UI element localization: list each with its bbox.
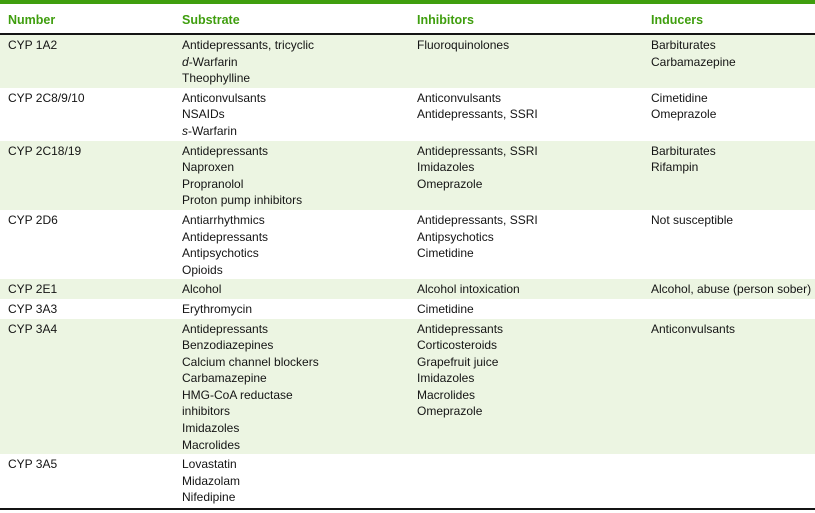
inhibitors-line: Imidazoles xyxy=(417,371,475,386)
inhibitors-line: Fluoroquinolones xyxy=(417,38,510,52)
number-line: CYP 3A4 xyxy=(8,321,58,336)
inhibitors-line: Macrolides xyxy=(417,387,476,402)
substrate-line: Calcium channel blockers xyxy=(182,354,319,369)
cell-number xyxy=(0,143,182,209)
substrate-line: Naproxen xyxy=(182,160,235,175)
inducers-line: Not susceptible xyxy=(651,212,734,227)
cell-inhibitors xyxy=(417,90,651,140)
cell-inducers xyxy=(651,321,815,454)
substrate-line: Theophylline xyxy=(182,71,251,86)
inhibitors-line: Alcohol intoxication xyxy=(417,282,520,297)
cell-inducers xyxy=(651,281,815,298)
cell-inducers xyxy=(651,143,815,209)
substrate-line: Macrolides xyxy=(182,437,241,452)
table-row xyxy=(0,88,815,141)
cell-inducers xyxy=(651,90,815,140)
inducers-line: Alcohol, abuse (person sober) xyxy=(651,282,812,297)
cell-inducers xyxy=(651,301,815,318)
substrate-line: Antipsychotics xyxy=(182,246,259,261)
table-row xyxy=(0,141,815,210)
substrate-line: NSAIDs xyxy=(182,107,225,122)
substrate-line: Erythromycin xyxy=(182,301,253,316)
inducers-line: Carbamazepine xyxy=(651,54,736,69)
inducers-line: Barbiturates xyxy=(651,38,716,52)
cell-number xyxy=(0,301,182,318)
cell-substrate xyxy=(182,90,417,140)
cell-number xyxy=(0,90,182,140)
number-line: CYP 3A5 xyxy=(8,457,58,472)
column-header-inhibitors: Inhibitors xyxy=(417,13,474,27)
substrate-line: Opioids xyxy=(182,262,223,277)
substrate-line: s-Warfarin xyxy=(182,123,237,138)
column-header-inducers: Inducers xyxy=(651,13,704,27)
cell-inhibitors xyxy=(417,321,651,454)
cell-number xyxy=(0,321,182,454)
cell-substrate xyxy=(182,281,417,298)
inducers-line: Rifampin xyxy=(651,160,699,175)
bottom-rule xyxy=(0,508,815,510)
substrate-line: Nifedipine xyxy=(182,490,236,505)
inhibitors-line: Antidepressants, SSRI xyxy=(417,107,538,122)
cell-number xyxy=(0,212,182,278)
table-body xyxy=(0,35,815,507)
substrate-line: Lovastatin xyxy=(182,457,237,472)
substrate-line: Midazolam xyxy=(182,473,241,488)
substrate-line: HMG-CoA reductase xyxy=(182,387,293,402)
inhibitors-line: Omeprazole xyxy=(417,176,483,191)
number-line: CYP 2E1 xyxy=(8,282,58,297)
cell-substrate xyxy=(182,37,417,87)
cell-inhibitors xyxy=(417,456,651,506)
number-line: CYP 1A2 xyxy=(8,38,58,52)
substrate-line: Benzodiazepines xyxy=(182,338,274,353)
table-header-row xyxy=(0,4,815,35)
number-line: CYP 2C18/19 xyxy=(8,143,82,158)
cell-inhibitors xyxy=(417,212,651,278)
table-row xyxy=(0,210,815,279)
substrate-line: d-Warfarin xyxy=(182,54,238,69)
cell-substrate xyxy=(182,321,417,454)
inhibitors-line: Corticosteroids xyxy=(417,338,498,353)
substrate-line: Alcohol xyxy=(182,282,222,297)
cell-substrate xyxy=(182,212,417,278)
cell-inhibitors xyxy=(417,301,651,318)
cell-inducers xyxy=(651,456,815,506)
table-row xyxy=(0,35,815,88)
substrate-line: Propranolol xyxy=(182,176,244,191)
inhibitors-line: Antipsychotics xyxy=(417,229,494,244)
substrate-line: Imidazoles xyxy=(182,421,240,436)
substrate-line: Proton pump inhibitors xyxy=(182,193,303,208)
cell-number xyxy=(0,281,182,298)
cell-substrate xyxy=(182,456,417,506)
number-line: CYP 2D6 xyxy=(8,212,58,227)
inhibitors-line: Cimetidine xyxy=(417,246,474,261)
inducers-line: Omeprazole xyxy=(651,107,717,122)
column-header-number: Number xyxy=(8,13,56,27)
inhibitors-line: Cimetidine xyxy=(417,301,474,316)
inhibitors-line: Grapefruit juice xyxy=(417,354,499,369)
table-row xyxy=(0,299,815,319)
table-row xyxy=(0,279,815,299)
substrate-line: inhibitors xyxy=(182,404,231,419)
cell-substrate xyxy=(182,301,417,318)
cell-inhibitors xyxy=(417,37,651,87)
inhibitors-line: Omeprazole xyxy=(417,404,483,419)
cell-substrate xyxy=(182,143,417,209)
cell-inhibitors xyxy=(417,281,651,298)
inhibitors-line: Antidepressants, SSRI xyxy=(417,143,538,158)
inhibitors-line: Antidepressants, SSRI xyxy=(417,212,538,227)
inhibitors-line: Antidepressants xyxy=(417,321,504,336)
substrate-line: Antidepressants xyxy=(182,229,269,244)
number-line: CYP 3A3 xyxy=(8,301,58,316)
inhibitors-line: Imidazoles xyxy=(417,160,475,175)
cell-number xyxy=(0,456,182,506)
substrate-line: Anticonvulsants xyxy=(182,90,267,105)
number-line: CYP 2C8/9/10 xyxy=(8,90,85,105)
inducers-line: Barbiturates xyxy=(651,143,716,158)
inducers-line: Cimetidine xyxy=(651,90,708,105)
inhibitors-line: Anticonvulsants xyxy=(417,90,502,105)
column-header-substrate: Substrate xyxy=(182,13,240,27)
table-row xyxy=(0,319,815,455)
table-row xyxy=(0,454,815,507)
substrate-line: Antidepressants, tricyclic xyxy=(182,38,315,52)
cell-inducers xyxy=(651,212,815,278)
cell-inhibitors xyxy=(417,143,651,209)
cell-number xyxy=(0,37,182,87)
cell-inducers xyxy=(651,37,815,87)
inducers-line: Anticonvulsants xyxy=(651,321,736,336)
substrate-line: Antidepressants xyxy=(182,321,269,336)
substrate-line: Antiarrhythmics xyxy=(182,212,265,227)
substrate-line: Antidepressants xyxy=(182,143,269,158)
substrate-line: Carbamazepine xyxy=(182,371,267,386)
